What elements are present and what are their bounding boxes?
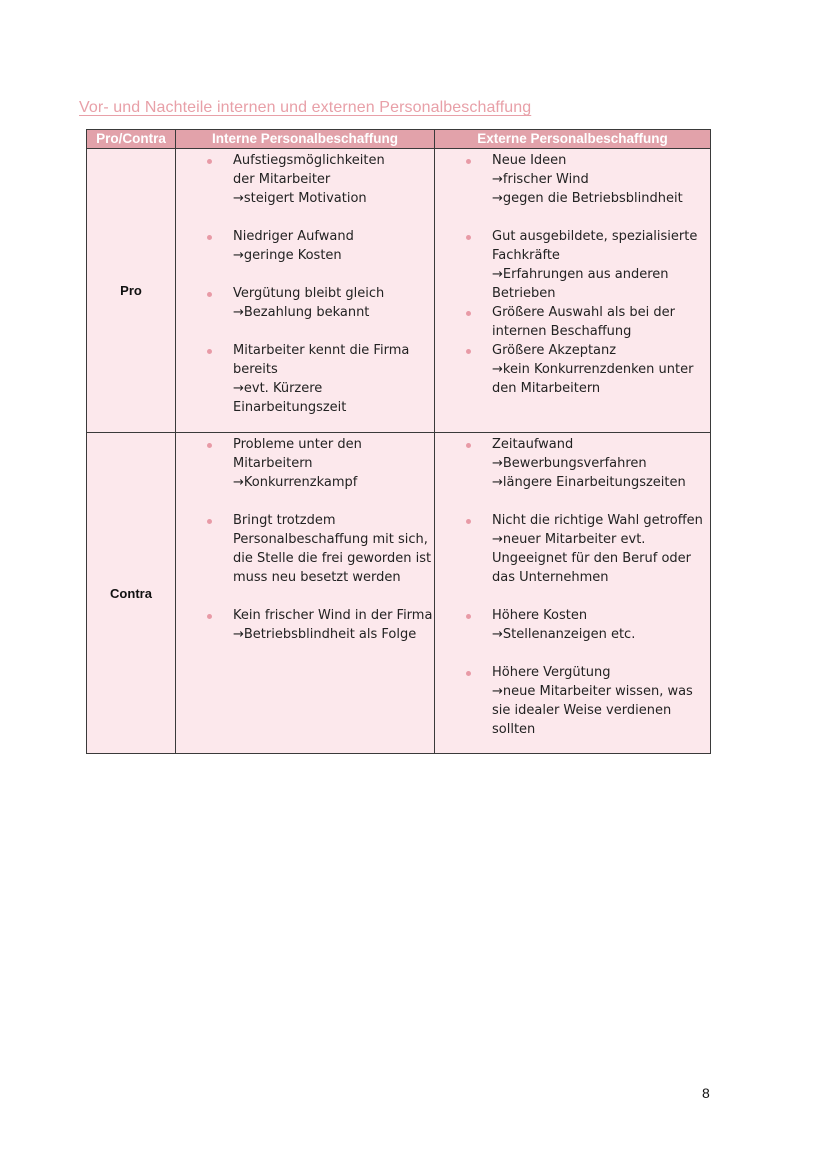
list-item-line: →neue Mitarbeiter wissen, was bbox=[492, 684, 693, 699]
page-title: Vor- und Nachteile internen und externen Personalbeschaffung bbox=[79, 99, 532, 116]
list-item-line: Größere Akzeptanz bbox=[492, 343, 617, 358]
row-label-contra: Contra bbox=[87, 433, 176, 754]
list-item bbox=[435, 303, 704, 341]
bullet-icon bbox=[207, 614, 212, 619]
header-internal: Interne Personalbeschaffung bbox=[176, 130, 435, 149]
bullet-icon bbox=[466, 235, 471, 240]
list-item-line: internen Beschaffung bbox=[492, 324, 632, 339]
list-item-line: Einarbeitungszeit bbox=[233, 400, 347, 415]
list-item-line: die Stelle die frei geworden ist bbox=[233, 551, 432, 566]
table-row-pro bbox=[87, 149, 711, 433]
list-item-line: Ungeeignet für den Beruf oder bbox=[492, 551, 692, 566]
bullet-icon bbox=[466, 159, 471, 164]
bullet-icon bbox=[207, 292, 212, 297]
page-number: 8 bbox=[702, 1085, 710, 1101]
list-item-line: →kein Konkurrenzdenken unter bbox=[492, 362, 694, 377]
bullet-icon bbox=[466, 614, 471, 619]
list-item-line: sollten bbox=[492, 722, 536, 737]
list-item-line: →frischer Wind bbox=[492, 172, 589, 187]
list-item-line: Personalbeschaffung mit sich, bbox=[233, 532, 428, 547]
list-item-line: →gegen die Betriebsblindheit bbox=[492, 191, 683, 206]
list-item-line: Mitarbeitern bbox=[233, 456, 313, 471]
comparison-table bbox=[86, 129, 711, 754]
list-item bbox=[435, 227, 704, 303]
list-item-line: muss neu besetzt werden bbox=[233, 570, 401, 585]
bullet-icon bbox=[207, 349, 212, 354]
bullet-icon bbox=[466, 671, 471, 676]
list-item-line: Vergütung bleibt gleich bbox=[233, 286, 385, 301]
list-item-line: Kein frischer Wind in der Firma bbox=[233, 608, 433, 623]
list-item-line: →Bewerbungsverfahren bbox=[492, 456, 647, 471]
list-item-line: →Bezahlung bekannt bbox=[233, 305, 370, 320]
list-item-line: →geringe Kosten bbox=[233, 248, 342, 263]
list-item-line: Probleme unter den bbox=[233, 437, 362, 452]
list-item bbox=[176, 341, 428, 417]
list-item-line: Neue Ideen bbox=[492, 153, 567, 168]
contra-external-list bbox=[435, 433, 710, 739]
bullet-icon bbox=[207, 235, 212, 240]
list-item bbox=[176, 511, 432, 587]
list-item-line: Mitarbeiter kennt die Firma bbox=[233, 343, 410, 358]
list-item-line: bereits bbox=[233, 362, 278, 377]
header-external: Externe Personalbeschaffung bbox=[435, 130, 711, 149]
list-item bbox=[176, 227, 428, 265]
list-item bbox=[435, 151, 704, 208]
pro-external-list bbox=[435, 149, 710, 398]
list-item-line: →steigert Motivation bbox=[233, 191, 367, 206]
table-header-row bbox=[87, 130, 711, 149]
bullet-icon bbox=[466, 349, 471, 354]
list-item-line: →längere Einarbeitungszeiten bbox=[492, 475, 686, 490]
list-item-line: sie idealer Weise verdienen bbox=[492, 703, 672, 718]
list-item-line: Nicht die richtige Wahl getroffen bbox=[492, 513, 703, 528]
list-item bbox=[435, 606, 704, 644]
bullet-icon bbox=[466, 443, 471, 448]
list-item bbox=[176, 435, 428, 492]
list-item-line: Aufstiegsmöglichkeiten bbox=[233, 153, 385, 168]
list-item-line: →Betriebsblindheit als Folge bbox=[233, 627, 417, 642]
list-item-line: →neuer Mitarbeiter evt. bbox=[492, 532, 646, 547]
cell-contra-internal bbox=[176, 433, 435, 754]
list-item-line: →Stellenanzeigen etc. bbox=[492, 627, 636, 642]
list-item-line: Betrieben bbox=[492, 286, 556, 301]
bullet-icon bbox=[207, 443, 212, 448]
header-pro-contra: Pro/Contra bbox=[87, 130, 176, 149]
list-item-line: Niedriger Aufwand bbox=[233, 229, 354, 244]
list-item-line: Höhere Vergütung bbox=[492, 665, 611, 680]
list-item-line: Bringt trotzdem bbox=[233, 513, 336, 528]
cell-pro-internal bbox=[176, 149, 435, 433]
row-label-pro: Pro bbox=[87, 149, 176, 433]
bullet-icon bbox=[466, 519, 471, 524]
bullet-icon bbox=[207, 519, 212, 524]
table-row-contra bbox=[87, 433, 711, 754]
list-item-line: Gut ausgebildete, spezialisierte bbox=[492, 229, 698, 244]
list-item bbox=[435, 435, 704, 492]
pro-internal-list bbox=[176, 149, 434, 417]
list-item-line: Höhere Kosten bbox=[492, 608, 588, 623]
contra-internal-list bbox=[176, 433, 434, 644]
cell-pro-external bbox=[435, 149, 711, 433]
list-item-line: Zeitaufwand bbox=[492, 437, 574, 452]
list-item-line: der Mitarbeiter bbox=[233, 172, 331, 187]
list-item bbox=[435, 663, 704, 739]
list-item-line: Größere Auswahl als bei der bbox=[492, 305, 676, 320]
list-item-line: Fachkräfte bbox=[492, 248, 560, 263]
list-item bbox=[435, 511, 704, 587]
list-item-line: →evt. Kürzere bbox=[233, 381, 323, 396]
list-item-line: →Erfahrungen aus anderen bbox=[492, 267, 669, 282]
bullet-icon bbox=[466, 311, 471, 316]
list-item-line: →Konkurrenzkampf bbox=[233, 475, 358, 490]
list-item-line: das Unternehmen bbox=[492, 570, 609, 585]
list-item bbox=[176, 284, 428, 322]
cell-contra-external bbox=[435, 433, 711, 754]
list-item-line: den Mitarbeitern bbox=[492, 381, 601, 396]
list-item bbox=[176, 606, 433, 644]
list-item bbox=[435, 341, 704, 398]
bullet-icon bbox=[207, 159, 212, 164]
list-item bbox=[176, 151, 428, 208]
